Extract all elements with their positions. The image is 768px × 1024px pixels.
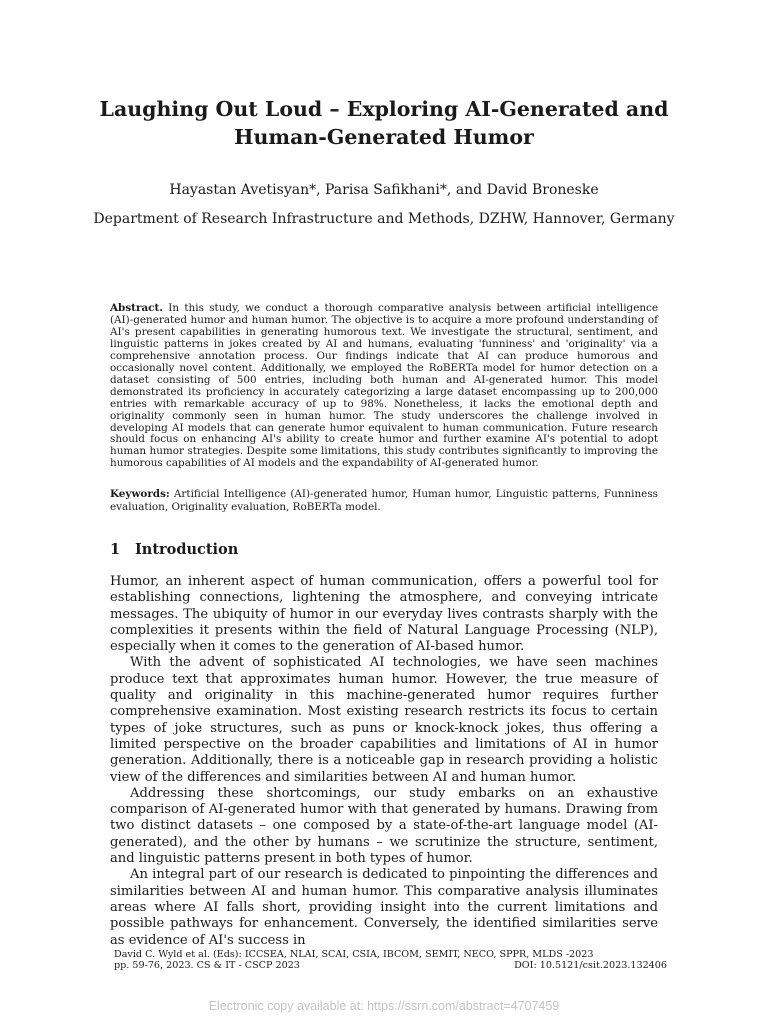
section-body xyxy=(110,574,658,949)
body-paragraph: Humor, an inherent aspect of human communication, offers a powerful tool for establishing connections, lightening the atmosphere, and conveying intricate messages. The ubiquity of humor in our everyday lives contrasts sharply with the complexities it presents within the field of Natural Language Processing (NLP), especially when it comes to the generation of AI-based humor. xyxy=(110,574,658,655)
citation-footer xyxy=(114,949,667,971)
keywords xyxy=(110,488,658,513)
footer-pages: pp. 59-76, 2023. CS & IT - CSCP 2023 xyxy=(114,960,300,971)
keywords-label: Keywords: xyxy=(110,488,170,500)
abstract-label: Abstract. xyxy=(110,302,163,314)
author-list: Hayastan Avetisyan*, Parisa Safikhani*, and David Broneske xyxy=(169,182,599,198)
affiliation: Department of Research Infrastructure and Methods, DZHW, Hannover, Germany xyxy=(93,211,675,227)
keywords-text: Artificial Intelligence (AI)-generated humor, Human humor, Linguistic patterns, Funniness evaluation, Originality evaluation, RoBERTa model. xyxy=(110,488,658,513)
section-title: Introduction xyxy=(135,541,239,558)
footer-proceedings: David C. Wyld et al. (Eds): ICCSEA, NLAI, SCAI, CSIA, IBCOM, SEMIT, NECO, SPPR, MLDS -2023 xyxy=(114,949,594,960)
section-number: 1 xyxy=(110,541,121,558)
body-paragraph: Addressing these shortcomings, our study embarks on an exhaustive comparison of AI-generated humor with that generated by humans. Drawing from two distinct datasets – one composed by a state-of-the-art language model (AI-generated), and the other by humans – we scrutinize the structure, sentiment, and linguistic patterns present in both types of humor. xyxy=(110,785,658,867)
paper-title: Laughing Out Loud – Exploring AI-Generated and Human-Generated Humor xyxy=(99,97,669,149)
abstract xyxy=(110,303,658,470)
abstract-text: In this study, we conduct a thorough comparative analysis between artificial intelligence (AI)-generated humor and human humor. The objective is to acquire a more profound understanding of AI's present capabilities in generating humorous text. We investigate the structural, sentiment, and linguistic patterns in jokes created by AI and humans, evaluating 'funniness' and 'originality' via a comprehensive annotation process. Our findings indicate that AI can produce humorous and occasionally novel content. Additionally, we employed the RoBERTa model for humor detection on a dataset consisting of 500 entries, including both human and AI-generated humor. This model demonstrated its proficiency in accurately categorizing a large dataset encompassing up to 200,000 entries with remarkable accuracy of up to 98%. Nonetheless, it lacks the emotional depth and originality commonly seen in human humor. The study underscores the challenge involved in developing AI models that can generate humor equivalent to human communication. Future research should focus on enhancing AI's ability to create humor and further examine AI's potential to adopt human humor strategies. Despite some limitations, this study contributes significantly to improving the humorous capabilities of AI models and the expandability of AI-generated humor. xyxy=(110,302,658,470)
ssrn-watermark: Electronic copy available at: https://ssrn.com/abstract=4707459 xyxy=(208,999,560,1013)
body-paragraph: With the advent of sophisticated AI technologies, we have seen machines produce text that approximates human humor. However, the true measure of quality and originality in this machine-generated humor requires further comprehensive examination. Most existing research restricts its focus to certain types of joke structures, such as puns or knock-knock jokes, thus offering a limited perspective on the broader capabilities and limitations of AI in humor generation. Additionally, there is a noticeable gap in research providing a holistic view of the differences and similarities between AI and human humor. xyxy=(110,655,658,785)
footer-doi: DOI: 10.5121/csit.2023.132406 xyxy=(514,960,667,971)
body-paragraph: An integral part of our research is dedicated to pinpointing the differences and similarities between AI and human humor. This comparative analysis illuminates areas where AI falls short, providing insight into the current limitations and possible pathways for enhancement. Conversely, the identified similarities serve as evidence of AI's success in xyxy=(110,867,658,948)
section-heading xyxy=(110,541,238,558)
